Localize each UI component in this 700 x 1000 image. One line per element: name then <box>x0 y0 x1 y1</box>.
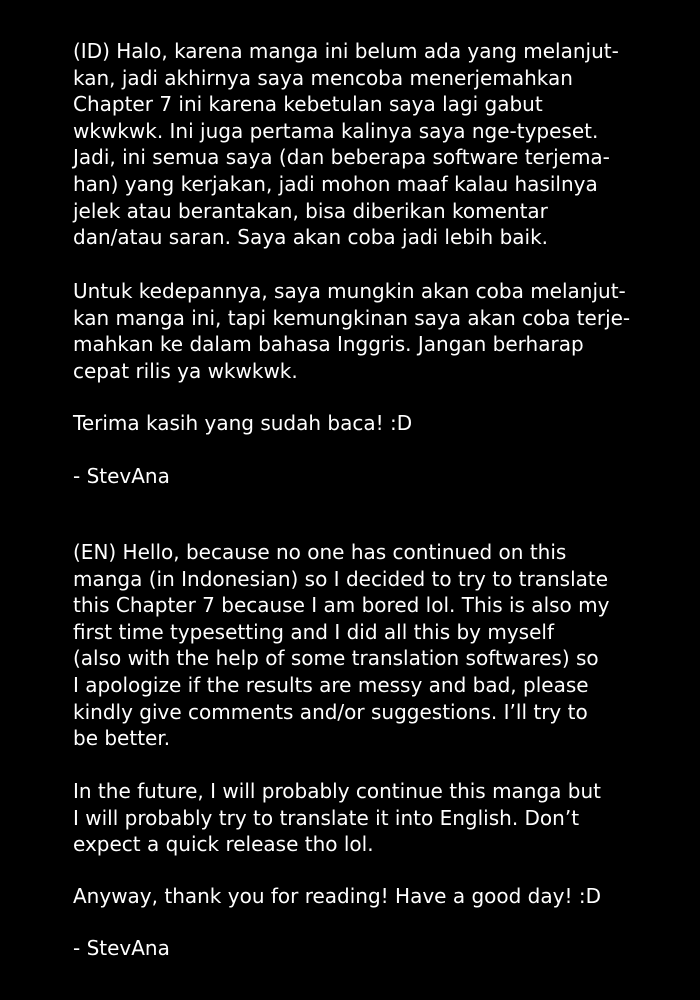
text-line: first time typesetting and I did all this by myself <box>73 619 555 644</box>
english-thanks <box>73 883 673 910</box>
signature-text: - StevAna <box>73 464 170 488</box>
english-paragraph-2 <box>73 778 673 858</box>
thanks-text: Terima kasih yang sudah baca! :D <box>73 411 413 435</box>
thanks-text: Anyway, thank you for reading! Have a good day! :D <box>73 884 601 908</box>
indonesian-signature <box>73 463 673 490</box>
text-line: expect a quick release tho lol. <box>73 832 374 857</box>
text-line: Jadi, ini semua saya (dan beberapa software terjema- <box>73 145 610 170</box>
text-line: (also with the help of some translation softwares) so <box>73 646 599 671</box>
text-line: cepat rilis ya wkwkwk. <box>73 358 298 383</box>
text-line: In the future, I will probably continue this manga but <box>73 779 602 803</box>
text-line: (ID) Halo, karena manga ini belum ada yang melanjut- <box>73 39 619 63</box>
text-line: Untuk kedepannya, saya mungkin akan coba melanjut- <box>73 279 626 303</box>
english-paragraph-1 <box>73 539 673 752</box>
text-line: this Chapter 7 because I am bored lol. This is also my <box>73 593 610 618</box>
indonesian-paragraph-2 <box>73 278 673 384</box>
english-signature <box>73 935 673 962</box>
text-line: kan manga ini, tapi kemungkinan saya akan coba terje- <box>73 305 631 330</box>
indonesian-thanks <box>73 410 673 437</box>
text-line: jelek atau berantakan, bisa diberikan komentar <box>73 198 548 223</box>
text-line: I will probably try to translate it into English. Don’t <box>73 805 580 830</box>
indonesian-paragraph-1 <box>73 38 673 251</box>
text-line: han) yang kerjakan, jadi mohon maaf kalau hasilnya <box>73 171 598 196</box>
signature-text: - StevAna <box>73 936 170 960</box>
text-line: manga (in Indonesian) so I decided to try to translate <box>73 566 609 591</box>
text-line: (EN) Hello, because no one has continued on this <box>73 540 567 564</box>
text-line: kindly give comments and/or suggestions. I’ll try to <box>73 699 588 724</box>
text-line: I apologize if the results are messy and bad, please <box>73 672 589 697</box>
text-line: wkwkwk. Ini juga pertama kalinya saya nge-typeset. <box>73 118 599 143</box>
text-line: dan/atau saran. Saya akan coba jadi lebih baik. <box>73 225 549 250</box>
text-line: be better. <box>73 726 171 751</box>
text-line: Chapter 7 ini karena kebetulan saya lagi gabut <box>73 92 543 117</box>
text-line: kan, jadi akhirnya saya mencoba menerjemahkan <box>73 65 573 90</box>
text-line: mahkan ke dalam bahasa Inggris. Jangan berharap <box>73 332 584 357</box>
